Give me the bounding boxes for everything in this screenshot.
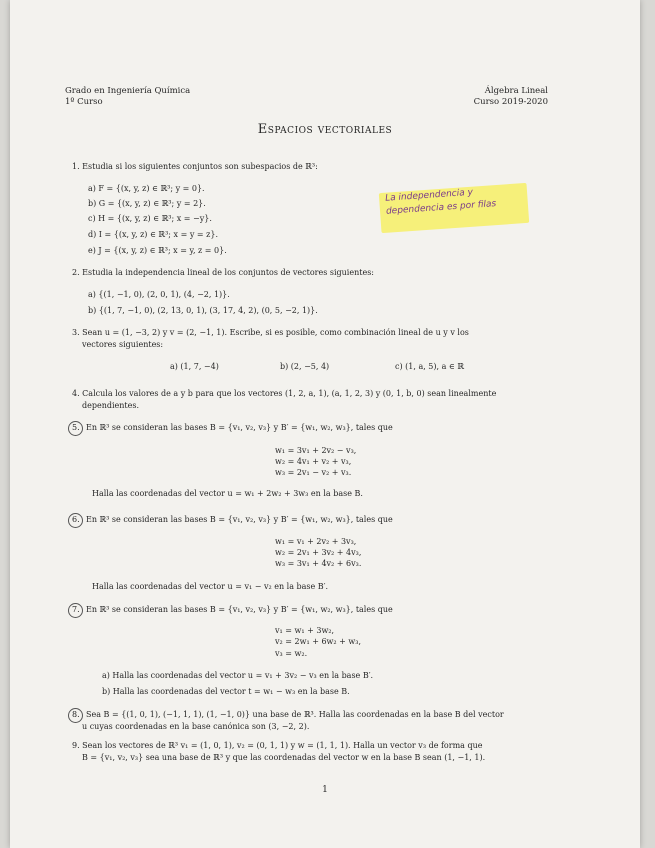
problem-6-number: 6. bbox=[72, 515, 80, 524]
problem-4-line2: dependientes. bbox=[82, 401, 140, 410]
problem-6-eq3: w₃ = 3v₁ + 4v₂ + 6v₃. bbox=[275, 559, 362, 568]
academic-year: Curso 2019-2020 bbox=[473, 97, 548, 107]
problem-6-intro: En ℝ³ se consideran las bases B = {v₁, v₂, v₃} y B′ = {w₁, w₂, w₃}, tales que bbox=[86, 515, 393, 524]
problem-6-eq2: w₂ = 2v₁ + 3v₂ + 4v₃, bbox=[275, 548, 362, 557]
problem-9-line1: 9. Sean los vectores de ℝ³ v₁ = (1, 0, 1), v₂ = (0, 1, 1) y w = (1, 1, 1). Halla un vector v₃ de forma que bbox=[72, 741, 483, 750]
problem-3-item-a: a) (1, 7, −4) bbox=[170, 362, 219, 371]
problem-8-line2: u cuyas coordenadas en la base canónica son (3, −2, 2). bbox=[82, 722, 310, 731]
problem-1-item-a: a) F = {(x, y, z) ∈ ℝ³; y = 0}. bbox=[88, 184, 205, 193]
sticky-note bbox=[379, 183, 529, 233]
problem-8-number: 8. bbox=[72, 710, 80, 719]
document-page bbox=[10, 0, 640, 848]
page-number: 1 bbox=[322, 785, 328, 795]
course-year: 1º Curso bbox=[65, 97, 103, 107]
subject-name: Álgebra Lineal bbox=[484, 86, 548, 96]
problem-2-item-a: a) {(1, −1, 0), (2, 0, 1), (4, −2, 1)}. bbox=[88, 290, 230, 299]
problem-5-number: 5. bbox=[72, 423, 80, 432]
problem-7-item-a: a) Halla las coordenadas del vector u = v₁ + 3v₂ − v₃ en la base B′. bbox=[102, 671, 374, 680]
problem-5-question: Halla las coordenadas del vector u = w₁ + 2w₂ + 3w₃ en la base B. bbox=[92, 489, 363, 498]
problem-1-item-e: e) J = {(x, y, z) ∈ ℝ³; x = y, z = 0}. bbox=[88, 246, 227, 255]
problem-2-item-b: b) {(1, 7, −1, 0), (2, 13, 0, 1), (3, 17, 4, 2), (0, 5, −2, 1)}. bbox=[88, 306, 318, 315]
problem-9-line2: B = {v₁, v₂, v₃} sea una base de ℝ³ y que las coordenadas del vector w en la base B sean (1, −1, 1). bbox=[82, 753, 486, 762]
problem-7-intro: En ℝ³ se consideran las bases B = {v₁, v₂, v₃} y B′ = {w₁, w₂, w₃}, tales que bbox=[86, 605, 393, 614]
problem-7-eq2: v₂ = 2w₁ + 6w₂ + w₃, bbox=[275, 637, 361, 646]
problem-7-eq1: v₁ = w₁ + 3w₂, bbox=[275, 626, 335, 635]
header-right bbox=[474, 86, 548, 108]
problem-6-eq1: w₁ = v₁ + 2v₂ + 3v₃, bbox=[275, 537, 357, 546]
problem-2-intro: 2. Estudia la independencia lineal de los conjuntos de vectores siguientes: bbox=[72, 268, 374, 277]
sticky-note-line2: dependencia es por filas bbox=[385, 199, 497, 217]
problem-3-item-b: b) (2, −5, 4) bbox=[280, 362, 330, 371]
problem-1-intro: 1. Estudia si los siguientes conjuntos son subespacios de ℝ³: bbox=[72, 162, 318, 171]
problem-5-eq1: w₁ = 3v₁ + 2v₂ − v₃, bbox=[275, 446, 357, 455]
problem-1-item-c: c) H = {(x, y, z) ∈ ℝ³; x = −y}. bbox=[88, 214, 212, 223]
sticky-note-line1: La independencia y bbox=[384, 187, 474, 204]
page-title: Espacios vectoriales bbox=[257, 122, 393, 137]
problem-4-line1: 4. Calcula los valores de a y b para que los vectores (1, 2, a, 1), (a, 1, 2, 3) y (0, 1, b, 0) sean linealmente bbox=[72, 389, 497, 398]
problem-1-item-b: b) G = {(x, y, z) ∈ ℝ³; y = 2}. bbox=[88, 199, 206, 208]
header-left bbox=[65, 86, 190, 108]
problem-7-number: 7. bbox=[72, 605, 80, 614]
problem-6-question: Halla las coordenadas del vector u = v₁ − v₂ en la base B′. bbox=[92, 582, 329, 591]
degree-name: Grado en Ingeniería Química bbox=[65, 86, 191, 96]
problem-7-eq3: v₃ = w₂. bbox=[275, 649, 308, 658]
problem-7-item-b: b) Halla las coordenadas del vector t = w₁ − w₃ en la base B. bbox=[102, 687, 350, 696]
problem-8-line1: Sea B = {(1, 0, 1), (−1, 1, 1), (1, −1, 0)} una base de ℝ³. Halla las coordenadas en la base B del vector bbox=[86, 710, 504, 719]
problem-5-eq3: w₃ = 2v₁ − v₂ + v₃. bbox=[275, 468, 352, 477]
problem-3-line2: vectores siguientes: bbox=[82, 340, 164, 349]
problem-3-line1: 3. Sean u = (1, −3, 2) y v = (2, −1, 1). Escribe, si es posible, como combinación lineal de u y v los bbox=[72, 328, 469, 337]
problem-5-intro: En ℝ³ se consideran las bases B = {v₁, v₂, v₃} y B′ = {w₁, w₂, w₃}, tales que bbox=[86, 423, 393, 432]
problem-5-eq2: w₂ = 4v₁ + v₂ + v₃, bbox=[275, 457, 352, 466]
problem-3-item-c: c) (1, a, 5), a ∈ ℝ bbox=[395, 362, 465, 371]
problem-1-item-d: d) I = {(x, y, z) ∈ ℝ³; x = y = z}. bbox=[88, 230, 218, 239]
